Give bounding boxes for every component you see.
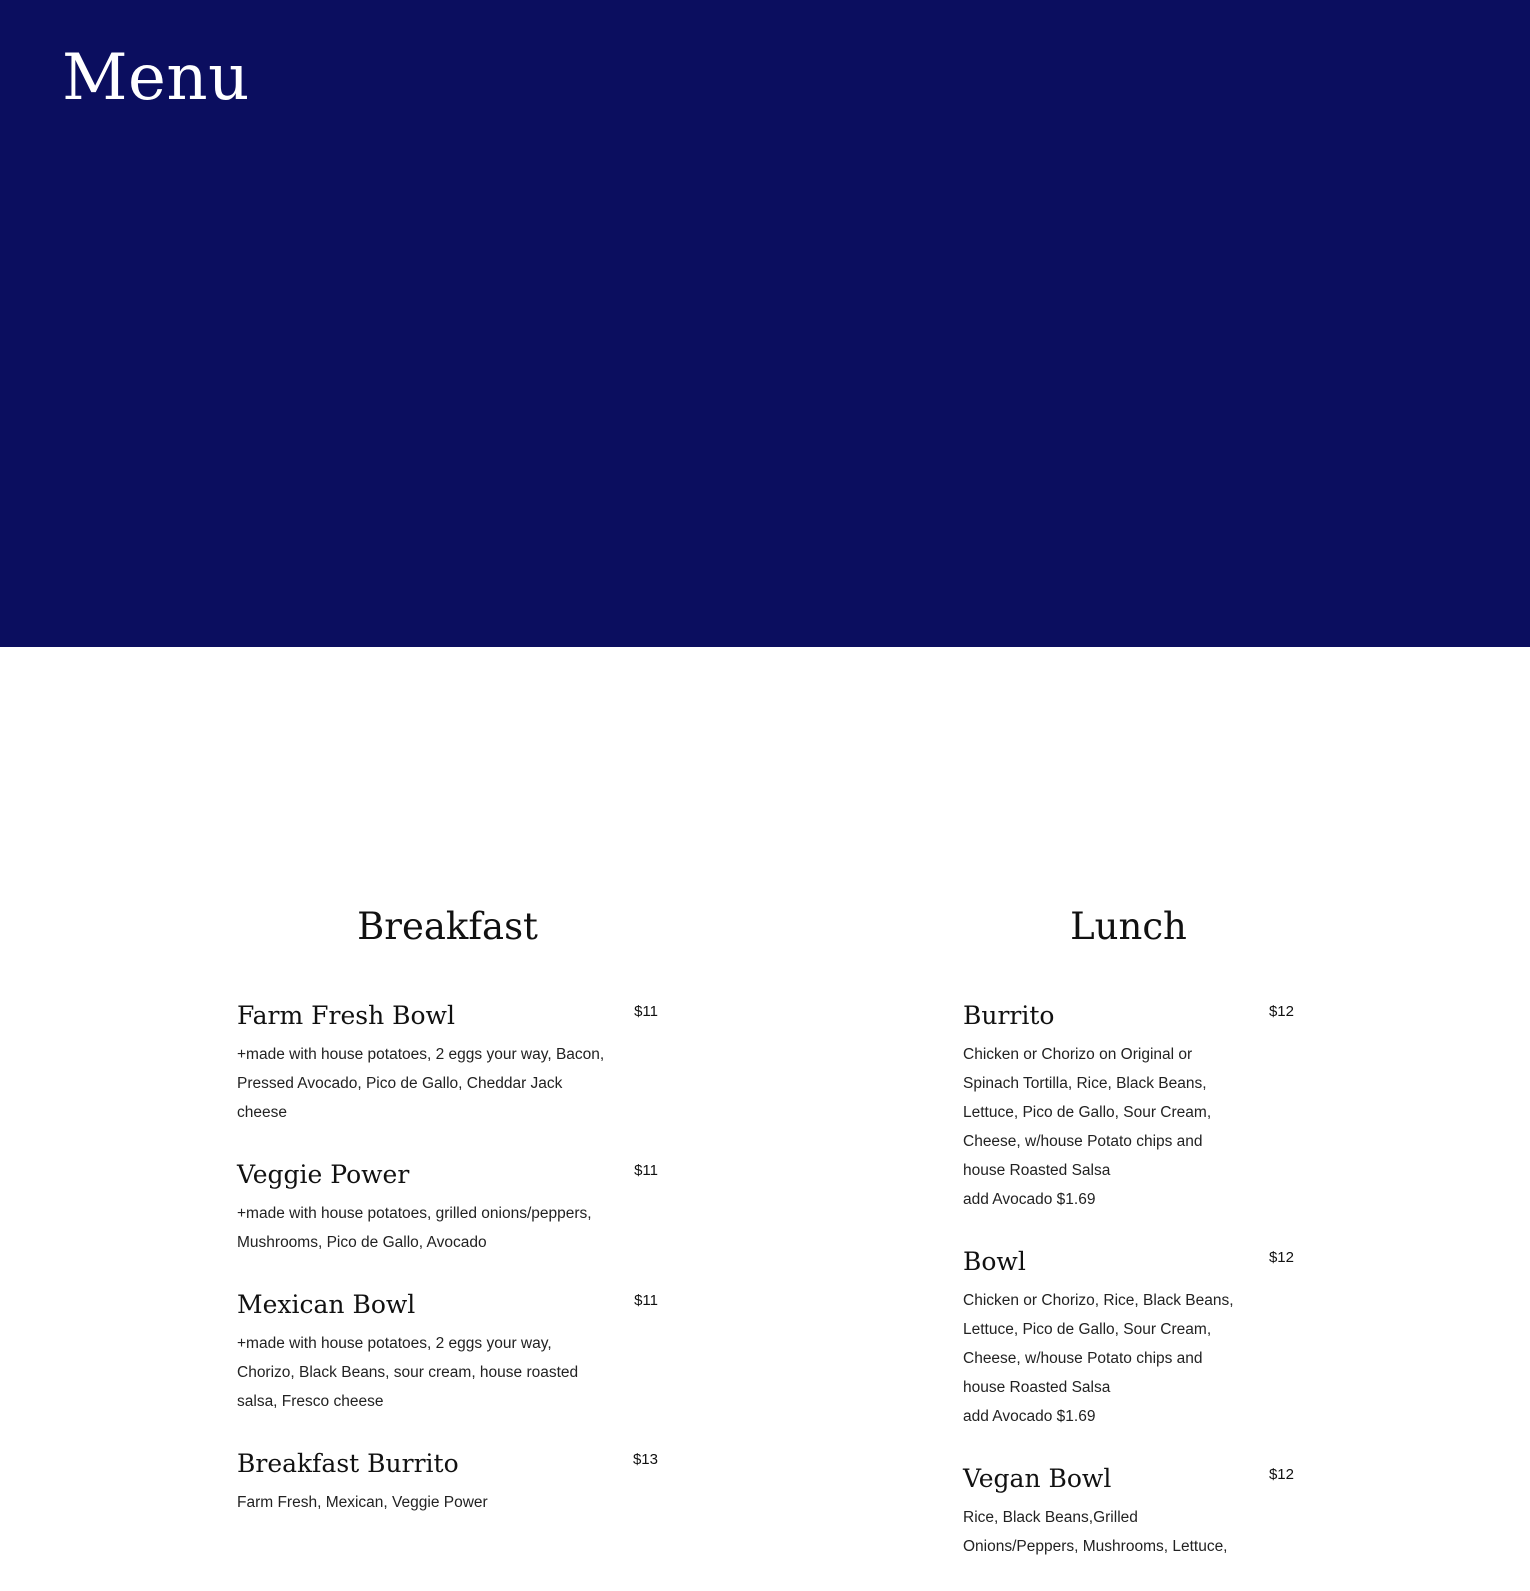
hero-banner	[0, 0, 1530, 647]
menu-item-name: Farm Fresh Bowl	[237, 1001, 455, 1030]
menu-item-breakfast-burrito	[237, 1446, 658, 1517]
menu-item-description: +made with house potatoes, 2 eggs your way, Bacon, Pressed Avocado, Pico de Gallo, Cheddar Jack cheese	[237, 1046, 605, 1121]
menu-item-price: $11	[634, 1003, 658, 1020]
menu-item-name: Breakfast Burrito	[237, 1449, 459, 1478]
menu-item-description: Chicken or Chorizo, Rice, Black Beans, Lettuce, Pico de Gallo, Sour Cream, Cheese, w/house Potato chips and house Roasted Salsa add Avocado $1.69	[963, 1292, 1234, 1425]
menu-item-price: $12	[1268, 1466, 1294, 1483]
menu-item-vegan-bowl	[963, 1461, 1294, 1561]
menu-item-description: +made with house potatoes, 2 eggs your way, Chorizo, Black Beans, sour cream, house roasted salsa, Fresco cheese	[237, 1335, 579, 1410]
menu-item-price: $11	[634, 1162, 658, 1179]
lunch-items	[963, 998, 1294, 1561]
menu-item-veggie-power	[237, 1157, 658, 1257]
menu-item-burrito	[963, 998, 1294, 1214]
breakfast-section	[237, 900, 658, 1547]
menu-item-description: Chicken or Chorizo on Original or Spinach Tortilla, Rice, Black Beans, Lettuce, Pico de Gallo, Sour Cream, Cheese, w/house Potato chips and house Roasted Salsa add Avocado $1.69	[963, 1046, 1212, 1208]
section-title-lunch: Lunch	[1070, 905, 1187, 948]
menu-item-name: Bowl	[963, 1247, 1026, 1276]
menu-item-mexican-bowl	[237, 1287, 658, 1416]
menu-item-name: Burrito	[963, 1001, 1055, 1030]
menu-item-name: Vegan Bowl	[963, 1464, 1112, 1493]
lunch-section	[963, 900, 1294, 1591]
menu-item-price: $13	[632, 1451, 658, 1468]
menu-item-farm-fresh-bowl	[237, 998, 658, 1127]
menu-item-description: Farm Fresh, Mexican, Veggie Power	[237, 1494, 488, 1511]
menu-item-name: Veggie Power	[237, 1160, 410, 1189]
menu-item-price: $12	[1268, 1003, 1294, 1020]
page-title: Menu	[62, 41, 250, 115]
menu-item-description: Rice, Black Beans,Grilled Onions/Peppers, Mushrooms, Lettuce,	[963, 1509, 1228, 1555]
menu-item-bowl	[963, 1244, 1294, 1431]
section-title-breakfast: Breakfast	[357, 905, 538, 948]
menu-item-description: +made with house potatoes, grilled onions/peppers, Mushrooms, Pico de Gallo, Avocado	[237, 1205, 592, 1251]
menu-item-price: $11	[634, 1292, 658, 1309]
breakfast-items	[237, 998, 658, 1517]
menu-item-price: $12	[1268, 1249, 1294, 1266]
menu-item-name: Mexican Bowl	[237, 1290, 416, 1319]
